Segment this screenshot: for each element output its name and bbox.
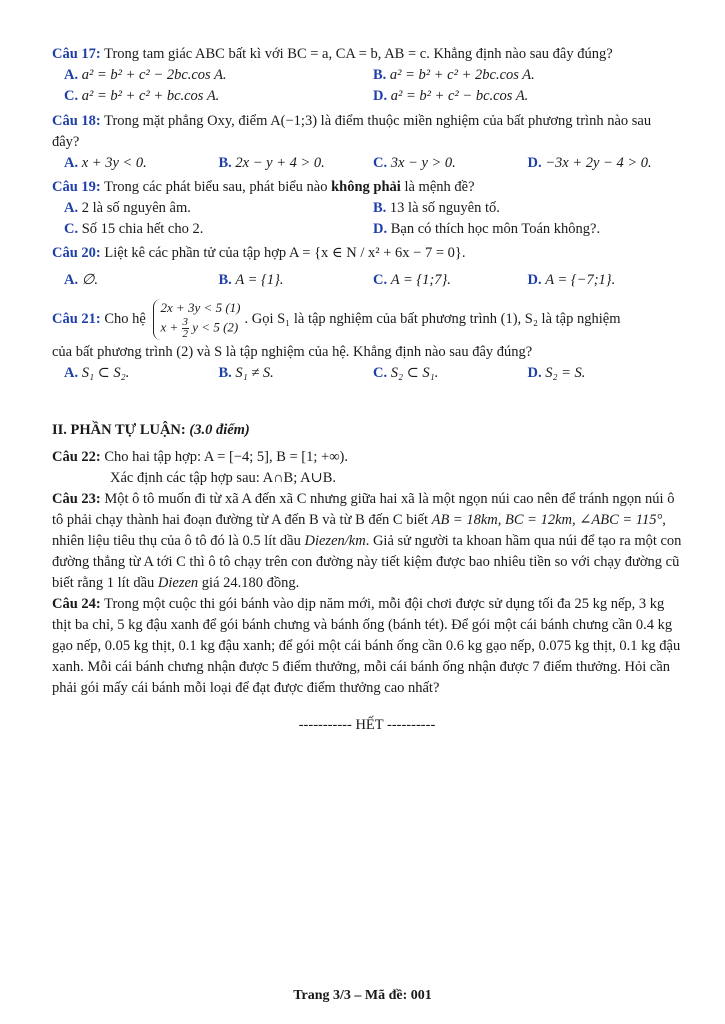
question-22-label: Câu 22: [52, 449, 101, 465]
question-23-label: Câu 23: [52, 491, 101, 507]
option-b: B. a² = b² + c² + 2bc.cos A. [373, 67, 535, 83]
question-21-options [52, 363, 682, 384]
option-a: A. x + 3y < 0. [64, 155, 147, 171]
question-20 [52, 243, 682, 264]
question-19-label: Câu 19: [52, 179, 101, 195]
option-a: A. a² = b² + c² − 2bc.cos A. [64, 67, 227, 83]
question-20-label: Câu 20: [52, 245, 101, 261]
option-d: D. S₂ = S. [527, 365, 586, 381]
option-d: D. A = {−7;1}. [527, 272, 616, 288]
question-24: Câu 24: Trong một cuộc thi gói bánh vào dịp năm mới, mỗi đội chơi được sử dụng tối đa 25 kg nếp, 3 kg thịt ba chỉ, 5 kg đậu xanh để gói bánh chưng và bánh ống (bánh tét). Để gói một cái bánh chưng cần 0.4 kg gạo nếp, 0.05 kg thịt, 0.1 kg đậu xanh; để gói một cái bánh ống cần 0.6 kg gạo nếp, 0.075 kg thịt, 0.1 kg đậu xanh. Mỗi cái bánh chưng nhận được 5 điểm thưởng, mỗi cái bánh ống nhận được 7 điểm thưởng. Hỏi cần phải gói mấy cái bánh mỗi loại để đạt được điểm thưởng cao nhất? [52, 596, 681, 696]
question-19-emphasis: không phải [331, 179, 401, 195]
question-24-label: Câu 24: [52, 596, 101, 612]
option-c: C. a² = b² + c² + bc.cos A. [64, 88, 220, 104]
option-b: B. A = {1}. [218, 272, 284, 288]
exam-page [52, 44, 682, 736]
question-18-stem: Trong mặt phẳng Oxy, điểm A(−1;3) là điểm thuộc miền nghiệm của bất phương trình nào sau đây? [52, 113, 652, 150]
equation-system [153, 299, 240, 340]
question-17-options-row-2 [52, 86, 682, 107]
option-d: D. Bạn có thích học môn Toán không?. [373, 221, 601, 237]
question-20-stem: Liệt kê các phần tử của tập hợp A = {x ∈ N / x² + 6x − 7 = 0}. [104, 245, 466, 261]
option-b: B. S₁ ≠ S. [218, 365, 274, 381]
question-18-options [52, 153, 682, 174]
option-c: C. S₂ ⊂ S₁. [373, 365, 439, 381]
option-c: C. Số 15 chia hết cho 2. [64, 221, 204, 237]
option-d: D. a² = b² + c² − bc.cos A. [373, 88, 529, 104]
option-c: C. 3x − y > 0. [373, 155, 456, 171]
option-d: D. −3x + 2y − 4 > 0. [527, 155, 652, 171]
question-22-task: Xác định các tập hợp sau: A∩B; A∪B. [110, 470, 337, 486]
question-17-label: Câu 17: [52, 46, 101, 62]
option-a: A. ∅. [64, 272, 98, 288]
end-mark: ----------- HẾT ---------- [298, 717, 436, 733]
question-17 [52, 44, 682, 65]
question-23: Câu 23: Một ô tô muốn đi từ xã A đến xã C nhưng giữa hai xã là một ngọn núi cao nên để tránh ngọn núi ô tô phải chạy thành hai đoạn đường từ A đến B và từ B đến C biết AB = 18km, BC = 12km, ∠ABC = 115°, nhiên liệu tiêu thụ của ô tô đó là 0.5 lít dầu Diezen/km. Giả sử người ta khoan hầm qua núi để tạo ra một con đường thẳng từ A tới C thì ô tô chạy trên con đường này tiết kiệm được bao nhiêu tiền so với chạy đường cũ biết rằng 1 lít dầu Diezen giá 24.180 đồng. [52, 491, 682, 591]
question-21: Câu 21: Cho hệ 2x + 3y < 5 (1) x + $\frac{3}{2}$ y < 5 (2) . Gọi S₁ là tập nghiệm của bất phương trình (1), S₂ là tập nghiệm [52, 300, 621, 340]
question-19: Câu 19: Trong các phát biểu sau, phát biểu nào không phải là mệnh đề? [52, 179, 475, 195]
option-a: A. S₁ ⊂ S₂. [64, 365, 130, 381]
question-19-options-row-2 [52, 219, 682, 240]
question-19-options-row-1 [52, 198, 682, 219]
equation-2: x + $\frac{3}{2}$ y < 5 (2) [160, 316, 239, 340]
question-22: Câu 22: Cho hai tập hợp: A = [−4; 5], B = [1; +∞). [52, 449, 349, 465]
page-footer: Trang 3/3 – Mã đề: 001 [293, 988, 432, 1003]
option-b: B. 2x − y + 4 > 0. [218, 155, 325, 171]
question-18-label: Câu 18: [52, 113, 101, 129]
option-b: B. 13 là số nguyên tố. [373, 200, 500, 216]
equation-1: 2x + 3y < 5 (1) [160, 300, 241, 315]
question-21-line2: của bất phương trình (2) và S là tập nghiệm của hệ. Khẳng định nào sau đây đúng? [52, 344, 533, 360]
fraction-3-2: $\frac{3}{2}$ [182, 316, 189, 340]
question-18 [52, 111, 682, 153]
question-17-options-row-1 [52, 65, 682, 86]
question-21-label: Câu 21: [52, 310, 101, 327]
option-a: A. 2 là số nguyên âm. [64, 200, 191, 216]
section-2-heading: II. PHẦN TỰ LUẬN: (3.0 điểm) [52, 422, 250, 438]
question-20-options [52, 270, 682, 291]
question-17-stem: Trong tam giác ABC bất kì với BC = a, CA = b, AB = c. Khẳng định nào sau đây đúng? [104, 46, 613, 62]
option-c: C. A = {1;7}. [373, 272, 451, 288]
